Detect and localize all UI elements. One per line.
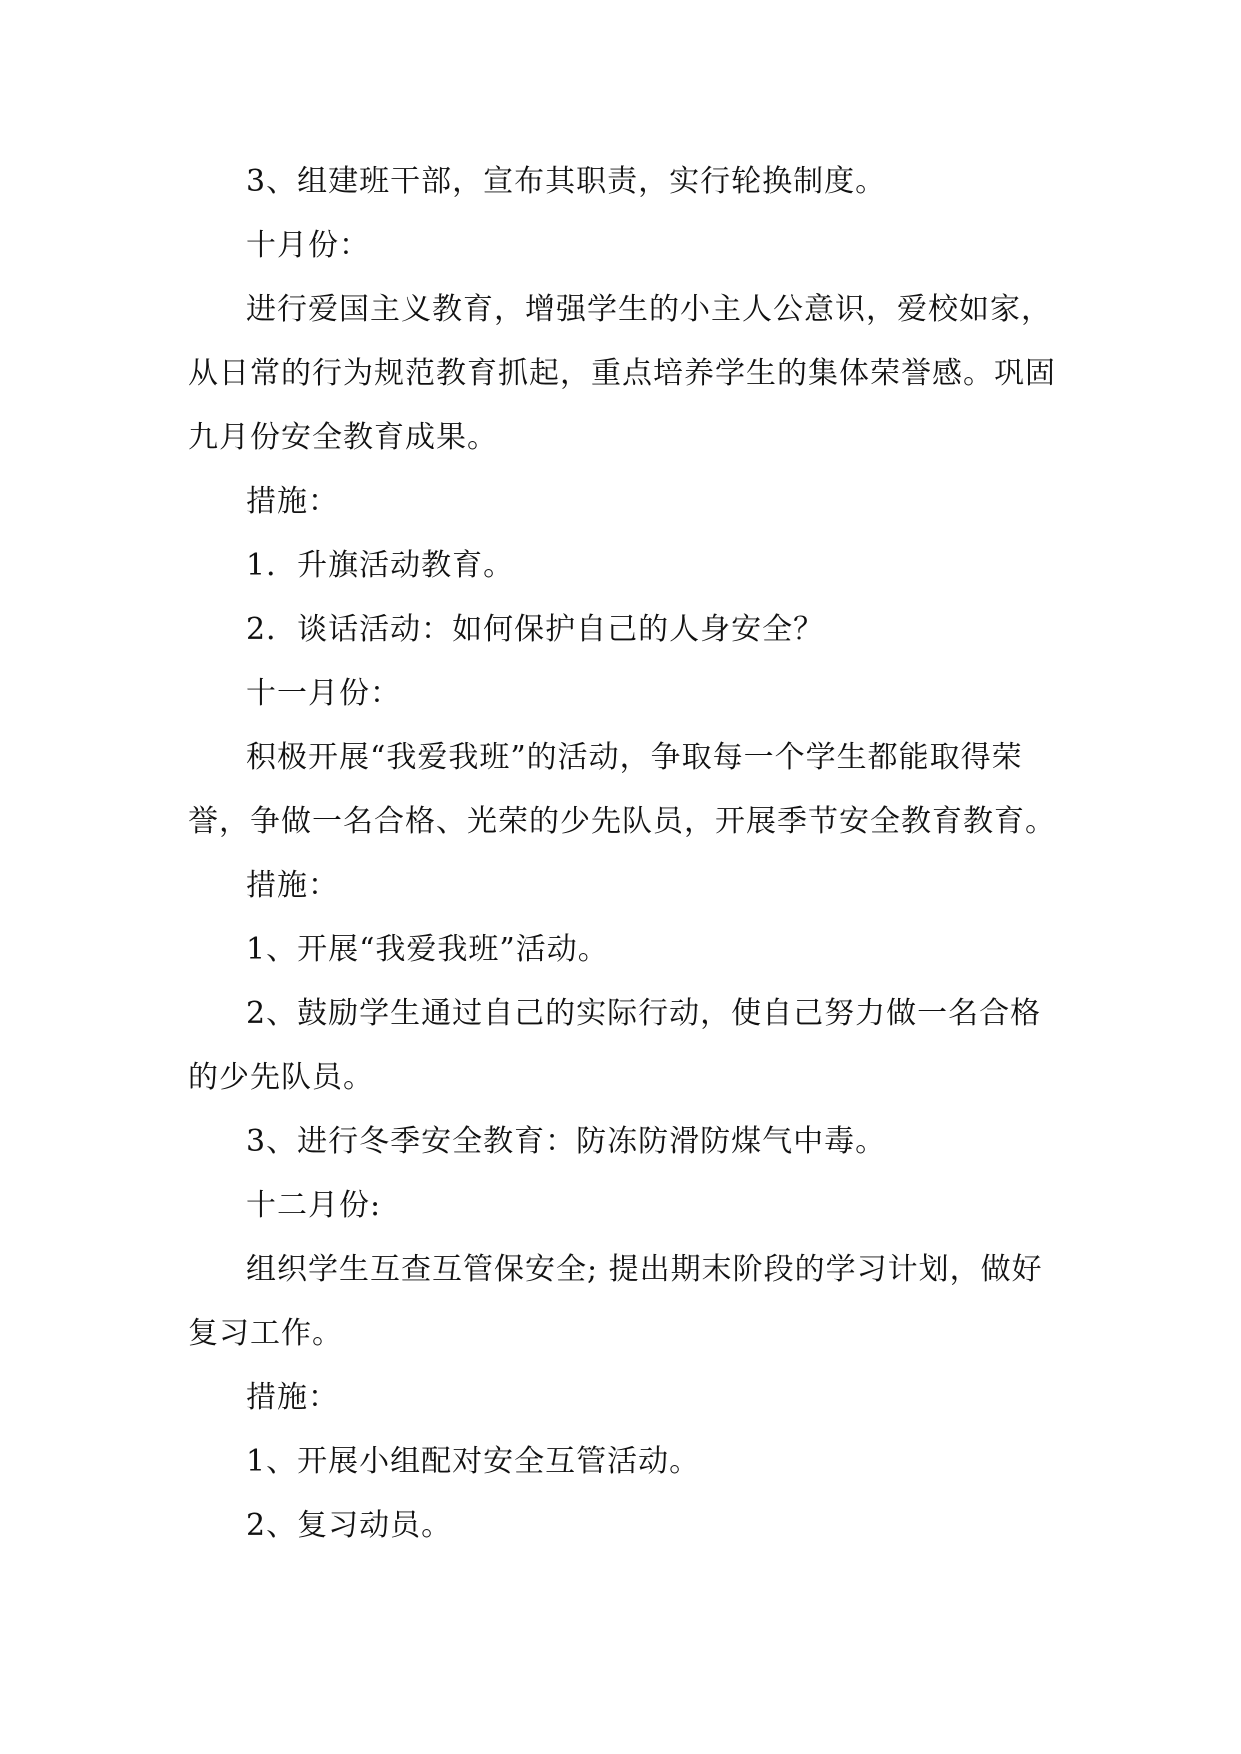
paragraph-october-goals: 进行爱国主义教育，增强学生的小主人公意识，爱校如家，从日常的行为规范教育抓起，重点培养学生的集体荣誉感。巩固九月份安全教育成果。 — [188, 292, 1056, 455]
item-november-2: 2、鼓励学生通过自己的实际行动，使自己努力做一名合格的少先队员。 — [188, 996, 1042, 1095]
heading-measures-december: 措施： — [246, 1380, 339, 1415]
paragraph-december-goals: 组织学生互查互管保安全; 提出期末阶段的学习计划，做好复习工作。 — [188, 1252, 1043, 1351]
item-november-1: 1、开展“我爱我班”活动。 — [246, 932, 609, 967]
heading-november: 十一月份： — [246, 676, 401, 711]
heading-measures-november: 措施： — [246, 868, 339, 903]
paragraph-class-cadres: 3、组建班干部，宣布其职责，实行轮换制度。 — [246, 164, 887, 199]
paragraph-november-goals: 积极开展“我爱我班”的活动，争取每一个学生都能取得荣誉，争做一名合格、光荣的少先队员，开展季节安全教育教育。 — [188, 740, 1056, 839]
document-body — [188, 150, 1058, 1558]
heading-measures-october: 措施： — [246, 484, 339, 519]
item-december-1: 1、开展小组配对安全互管活动。 — [246, 1444, 701, 1479]
heading-december: 十二月份: — [246, 1188, 382, 1223]
item-november-3: 3、进行冬季安全教育：防冻防滑防煤气中毒。 — [246, 1124, 887, 1159]
item-october-1: 1．升旗活动教育。 — [246, 548, 515, 583]
item-october-2: 2．谈话活动：如何保护自己的人身安全？ — [246, 612, 825, 647]
heading-october: 十月份： — [246, 228, 370, 263]
item-december-2: 2、复习动员。 — [246, 1508, 453, 1543]
